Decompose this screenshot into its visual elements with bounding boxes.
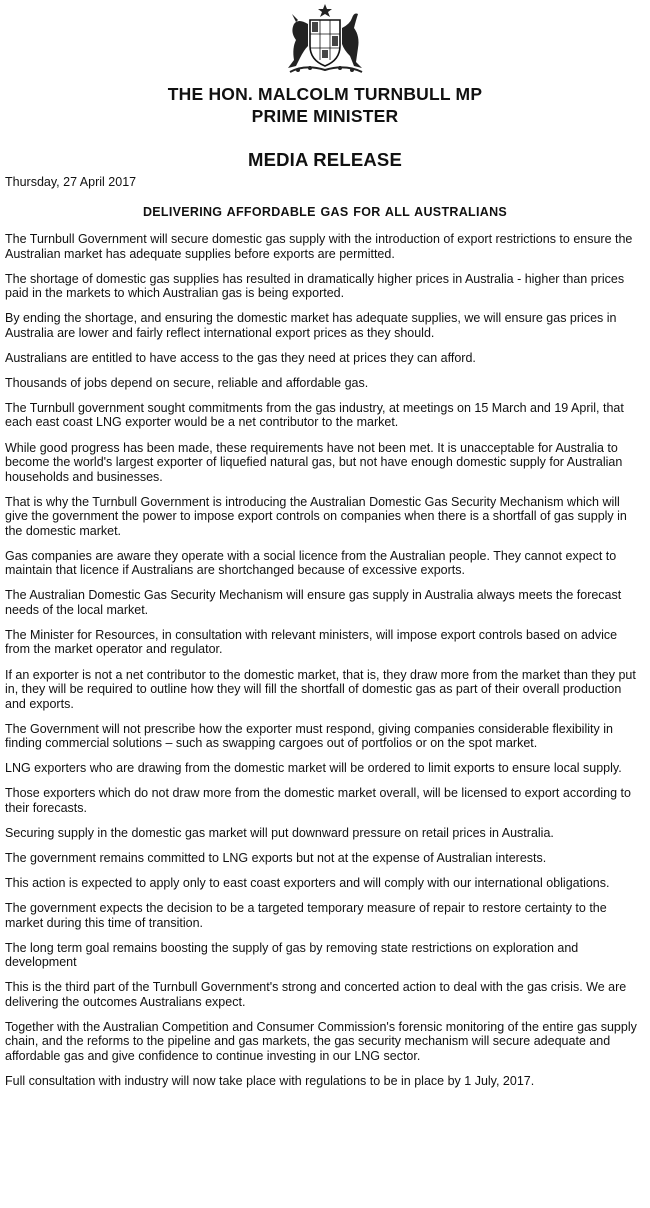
minister-name: THE HON. MALCOLM TURNBULL MP xyxy=(167,84,483,104)
paragraph-14: LNG exporters who are drawing from the domestic market will be ordered to limit exports to ensure local supply. xyxy=(5,761,622,776)
paragraph-22: Together with the Australian Competition and Consumer Commission's forensic monitoring of the entire gas supply chain, and the reforms to the pipeline and gas markets, the gas security mechanism will secure adequate and affordable gas and give confidence to continue investing in our LNG sector. xyxy=(5,1019,637,1063)
paragraph-9: Gas companies are aware they operate with a social licence from the Australian people. They cannot expect to maintain that licence if Australians are shortchanged because of excessive exports. xyxy=(5,548,617,578)
paragraph-17: The government remains committed to LNG exports but not at the expense of Australian interests. xyxy=(5,851,547,865)
paragraph-2: The shortage of domestic gas supplies has resulted in dramatically higher prices in Australia - higher than prices paid in the markets to which Australian gas is being exported. xyxy=(5,271,625,301)
document-type: MEDIA RELEASE xyxy=(247,149,403,170)
paragraph-7: While good progress has been made, these requirements have not been met. It is unacceptable for Australia to become the world's largest exporter of liquefied natural gas, but not have enough domestic supply for Australian households and businesses. xyxy=(5,440,623,484)
paragraph-12: If an exporter is not a net contributor to the domestic market, that is, they draw more from the market than they put in, they will be required to outline how they will fill the shortfall of domestic gas as part of their overall production and exports. xyxy=(5,667,636,711)
paragraph-23: Full consultation with industry will now take place with regulations to be in place by 1 July, 2017. xyxy=(5,1074,535,1089)
paragraph-6: The Turnbull government sought commitments from the gas industry, at meetings on 15 March and 19 April, that each east coast LNG exporter would be a net contributor to the market. xyxy=(5,400,624,430)
paragraph-5: Thousands of jobs depend on secure, reliable and affordable gas. xyxy=(5,375,369,390)
paragraph-4: Australians are entitled to have access to the gas they need at prices they can afford. xyxy=(5,350,476,365)
paragraph-8: That is why the Turnbull Government is introducing the Australian Domestic Gas Security Mechanism which will give the government the power to impose export controls on companies when there is a shortfall of gas supply in the domestic market. xyxy=(5,494,627,538)
paragraph-18: This action is expected to apply only to east coast exporters and will comply with our international obligations. xyxy=(5,876,610,891)
paragraph-11: The Minister for Resources, in consultation with relevant ministers, will impose export controls based on advice from the market operator and regulator. xyxy=(5,627,618,657)
paragraph-1: The Turnbull Government will secure domestic gas supply with the introduction of export restrictions to ensure the Australian market has adequate supplies before exports are permitted. xyxy=(5,232,633,261)
paragraph-19: The government expects the decision to be a targeted temporary measure of repair to restore certainty to the market during this time of transition. xyxy=(5,901,607,930)
minister-title: PRIME MINISTER xyxy=(251,106,399,126)
release-body xyxy=(5,232,645,1099)
release-headline: DELIVERING AFFORDABLE GAS FOR ALL AUSTRALIANS xyxy=(142,205,508,219)
paragraph-21: This is the third part of the Turnbull Government's strong and concerted action to deal with the gas crisis. We are delivering the outcomes Australians expect. xyxy=(5,980,627,1009)
paragraph-20: The long term goal remains boosting the supply of gas by removing state restrictions on exploration and development xyxy=(5,940,579,970)
paragraph-3: By ending the shortage, and ensuring the domestic market has adequate supplies, we will ensure gas prices in Australia are lower and fairly reflect international export prices as they should. xyxy=(5,311,617,340)
paragraph-10: The Australian Domestic Gas Security Mechanism will ensure gas supply in Australia always meets the forecast needs of the local market. xyxy=(5,588,622,617)
paragraph-13: The Government will not prescribe how the exporter must respond, giving companies considerable flexibility in finding commercial solutions – such as swapping cargoes out of portfolios or on the spot market. xyxy=(5,721,613,751)
paragraph-16: Securing supply in the domestic gas market will put downward pressure on retail prices in Australia. xyxy=(5,825,554,840)
coat-of-arms-icon xyxy=(280,2,370,76)
release-date: Thursday, 27 April 2017 xyxy=(5,175,137,189)
paragraph-15: Those exporters which do not draw more from the domestic market overall, will be licensed to export according to their forecasts. xyxy=(5,786,631,815)
